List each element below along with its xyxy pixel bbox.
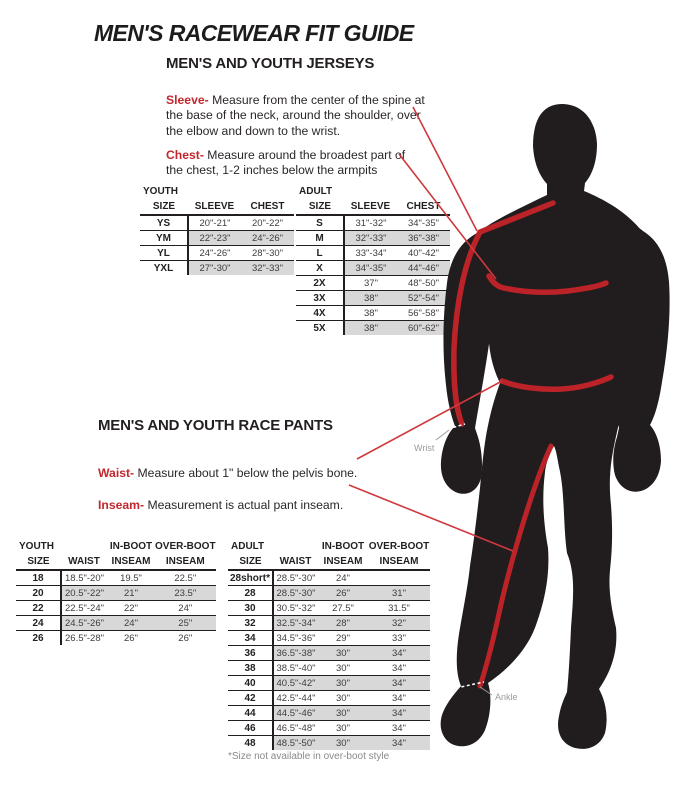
waist-description: Measure about 1" below the pelvis bone.: [134, 466, 358, 481]
header-cell: SLEEVE: [344, 197, 397, 215]
value-cell: 28"-30": [241, 246, 294, 261]
table-group-label: YOUTH: [143, 186, 178, 197]
value-cell: 40.5"-42": [273, 676, 318, 691]
value-cell: 31.5": [368, 601, 430, 616]
header-cell: INSEAM: [368, 552, 430, 570]
value-cell: 22.5": [155, 570, 216, 586]
inseam-description: Measurement is actual pant inseam.: [144, 498, 344, 513]
size-cell: 46: [228, 721, 273, 736]
value-cell: 34": [368, 661, 430, 676]
value-cell: 34": [368, 736, 430, 751]
value-cell: 30": [318, 691, 368, 706]
value-cell: 26": [318, 586, 368, 601]
youth-jersey-table: [140, 183, 294, 275]
header-cell: CHEST: [241, 197, 294, 215]
size-cell: 5X: [296, 321, 344, 336]
value-cell: 27.5": [318, 601, 368, 616]
header-top-cell: [273, 538, 318, 552]
header-cell: SIZE: [16, 552, 61, 570]
value-cell: 26": [124, 632, 138, 644]
header-top-cell: OVER-BOOT: [368, 541, 430, 552]
header-cell: SIZE: [140, 197, 188, 215]
chest-term: Chest-: [166, 148, 204, 163]
header-top-cell: [241, 183, 294, 197]
header-top-cell: IN-BOOT: [109, 541, 153, 552]
value-cell: 30.5"-32": [273, 601, 318, 616]
value-cell: 34"-35": [344, 261, 397, 276]
size-cell: 3X: [296, 291, 344, 306]
value-cell: 30": [318, 676, 368, 691]
value-cell: 20"-21": [188, 215, 241, 231]
table-row: [16, 601, 216, 616]
value-cell: 27"-30": [188, 261, 241, 276]
value-cell: 24.5"-26": [61, 616, 107, 631]
value-cell: 38": [344, 321, 397, 336]
size-cell: X: [296, 261, 344, 276]
header-cell: INSEAM: [155, 552, 216, 570]
value-cell: 33": [368, 631, 430, 646]
size-cell: 36: [228, 646, 273, 661]
header-cell: SIZE: [296, 197, 344, 215]
value-cell: 28.5"-30": [273, 570, 318, 586]
value-cell: 31"-32": [344, 215, 397, 231]
waist-term: Waist-: [98, 466, 135, 481]
value-cell: 19.5": [107, 570, 155, 586]
size-cell: 2X: [296, 276, 344, 291]
size-cell: 48: [228, 736, 273, 751]
size-cell: 26: [16, 631, 61, 646]
value-cell: 20.5"-22": [61, 586, 107, 601]
size-cell: 38: [228, 661, 273, 676]
value-cell: 56"-58": [397, 306, 450, 321]
header-cell: SIZE: [228, 552, 273, 570]
value-cell: 24"-26": [241, 231, 294, 246]
table-row: [16, 570, 216, 586]
pants-section-heading: MEN'S AND YOUTH RACE PANTS: [98, 417, 333, 434]
value-cell: 36"-38": [397, 231, 450, 246]
value-cell: 52"-54": [397, 291, 450, 306]
value-cell: 32"-33": [344, 231, 397, 246]
chest-description: Measure around the broadest part of the chest, 1-2 inches below the armpits: [166, 148, 406, 178]
size-cell: 22: [16, 601, 61, 616]
header-cell: SLEEVE: [188, 197, 241, 215]
value-cell: 26.5"-28": [65, 632, 104, 644]
header-top-cell: IN-BOOT: [321, 541, 365, 552]
value-cell: 46.5"-48": [273, 721, 318, 736]
size-cell: 30: [228, 601, 273, 616]
value-cell: 24": [155, 601, 216, 616]
value-cell: 25": [155, 616, 216, 631]
size-cell: YS: [140, 215, 188, 231]
size-cell: 34: [228, 631, 273, 646]
value-cell: 20"-22": [241, 215, 294, 231]
value-cell: 26": [178, 632, 193, 644]
table-row: [140, 246, 294, 261]
table-group-label: YOUTH: [19, 541, 54, 552]
table-row: [16, 631, 216, 646]
size-cell: 32: [228, 616, 273, 631]
page-title: MEN'S RACEWEAR FIT GUIDE: [94, 20, 414, 46]
value-cell: 28": [318, 616, 368, 631]
value-cell: 38": [344, 306, 397, 321]
table-row: [140, 215, 294, 231]
wrist-label: Wrist: [414, 443, 435, 453]
value-cell: 30": [318, 646, 368, 661]
overboot-footnote: *Size not available in over-boot style: [228, 751, 390, 762]
value-cell: 24": [107, 616, 155, 631]
ankle-label: Ankle: [495, 692, 518, 702]
value-cell: 34": [368, 676, 430, 691]
value-cell: 44.5"-46": [273, 706, 318, 721]
value-cell: 60"-62": [397, 321, 450, 336]
value-cell: 44"-46": [397, 261, 450, 276]
size-cell: 40: [228, 676, 273, 691]
value-cell: 29": [318, 631, 368, 646]
value-cell: 48.5"-50": [273, 736, 318, 751]
size-cell: 44: [228, 706, 273, 721]
value-cell: 34": [368, 706, 430, 721]
table-row: [140, 261, 294, 276]
value-cell: 38.5"-40": [273, 661, 318, 676]
size-cell: YM: [140, 231, 188, 246]
size-cell: 20: [16, 586, 61, 601]
value-cell: 40"-42": [397, 246, 450, 261]
value-cell: 37": [344, 276, 397, 291]
value-cell: 18.5"-20": [61, 570, 107, 586]
header-top-cell: [188, 183, 241, 197]
value-cell: 38": [344, 291, 397, 306]
table-row: [16, 586, 216, 601]
value-cell: 31": [368, 586, 430, 601]
size-cell: S: [296, 215, 344, 231]
value-cell: 22": [107, 601, 155, 616]
size-cell: 24: [16, 616, 61, 631]
header-cell: WAIST: [273, 552, 318, 570]
sizing-table: [16, 538, 216, 645]
body-measurement-figure: [330, 95, 686, 800]
header-cell: INSEAM: [318, 552, 368, 570]
value-cell: 34": [368, 691, 430, 706]
size-cell: 28: [228, 586, 273, 601]
value-cell: 42.5"-44": [273, 691, 318, 706]
value-cell: 32"-33": [241, 261, 294, 276]
sizing-table: [140, 183, 294, 275]
table-group-label: ADULT: [299, 186, 333, 197]
header-top-cell: OVER-BOOT: [155, 541, 216, 552]
value-cell: 30": [318, 706, 368, 721]
inseam-instruction: [98, 498, 343, 513]
value-cell: 32": [368, 616, 430, 631]
size-cell: YL: [140, 246, 188, 261]
table-group-label: ADULT: [231, 541, 265, 552]
header-top-cell: [61, 538, 107, 552]
value-cell: 21": [107, 586, 155, 601]
sleeve-term: Sleeve-: [166, 93, 209, 108]
value-cell: 24": [318, 570, 368, 586]
value-cell: 34.5"-36": [273, 631, 318, 646]
header-cell: INSEAM: [107, 552, 155, 570]
header-cell: WAIST: [61, 552, 107, 570]
size-cell: YXL: [140, 261, 188, 276]
value-cell: 28.5"-30": [273, 586, 318, 601]
value-cell: 22"-23": [188, 231, 241, 246]
value-cell: 36.5"-38": [273, 646, 318, 661]
sleeve-description: Measure from the center of the spine at the base of the neck, around the shoulder, over the elbow and down to the wrist.: [166, 93, 425, 138]
value-cell: 33"-34": [344, 246, 397, 261]
value-cell: 34": [368, 721, 430, 736]
value-cell: 48"-50": [397, 276, 450, 291]
waist-instruction: [98, 466, 357, 481]
value-cell: 30": [318, 661, 368, 676]
value-cell: 30": [318, 721, 368, 736]
youth-pants-table: [16, 538, 216, 645]
value-cell: 30": [318, 736, 368, 751]
table-row: [16, 616, 216, 631]
value-cell: 34"-35": [397, 215, 450, 231]
size-cell: 18: [16, 570, 61, 586]
jerseys-section-heading: MEN'S AND YOUTH JERSEYS: [166, 55, 375, 72]
value-cell: 32.5"-34": [273, 616, 318, 631]
value-cell: 23.5": [155, 586, 216, 601]
size-cell: M: [296, 231, 344, 246]
table-row: [140, 231, 294, 246]
size-cell: 28short*: [228, 570, 273, 586]
value-cell: 34": [368, 646, 430, 661]
inseam-term: Inseam-: [98, 498, 145, 513]
size-cell: 4X: [296, 306, 344, 321]
value-cell: 24"-26": [188, 246, 241, 261]
value-cell: 22.5"-24": [61, 601, 107, 616]
size-cell: 42: [228, 691, 273, 706]
size-cell: L: [296, 246, 344, 261]
header-cell: CHEST: [397, 197, 450, 215]
